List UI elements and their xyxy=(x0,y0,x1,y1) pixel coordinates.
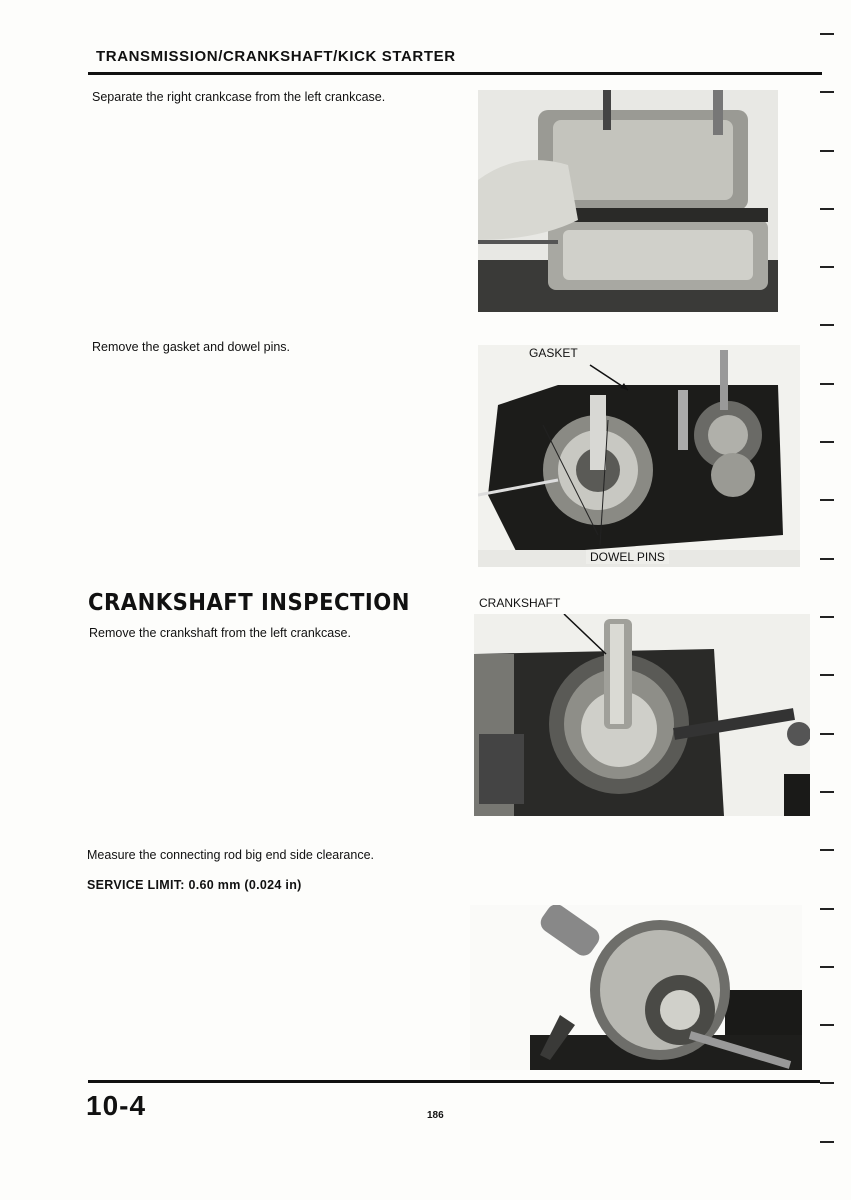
margin-mark xyxy=(820,674,834,676)
header-rule xyxy=(88,72,822,75)
margin-mark xyxy=(820,33,834,35)
margin-mark xyxy=(820,849,834,851)
step-2-text: Remove the gasket and dowel pins. xyxy=(92,340,291,354)
step-1-text: Separate the right crankcase from the left crankcase. xyxy=(92,90,386,104)
page-header-title: TRANSMISSION/CRANKSHAFT/KICK STARTER xyxy=(96,48,456,65)
margin-mark xyxy=(820,966,834,968)
figure-crankcase-separation xyxy=(478,90,778,312)
section-heading-crankshaft-inspection: CRANKSHAFT INSPECTION xyxy=(88,590,410,616)
margin-mark xyxy=(820,208,834,210)
measure-side-clearance-text: Measure the connecting rod big end side clearance. xyxy=(87,848,374,862)
margin-mark xyxy=(820,733,834,735)
figure-measure-side-clearance xyxy=(470,905,802,1070)
label-dowel-pins: DOWEL PINS xyxy=(586,550,669,564)
margin-mark xyxy=(820,441,834,443)
margin-mark xyxy=(820,616,834,618)
margin-mark xyxy=(820,558,834,560)
label-crankshaft: CRANKSHAFT xyxy=(479,596,561,610)
figure-gasket-dowel-pins xyxy=(478,345,800,567)
footer-rule xyxy=(88,1080,820,1083)
figure-crankshaft-removal xyxy=(474,614,810,816)
margin-mark xyxy=(820,383,834,385)
margin-mark xyxy=(820,324,834,326)
margin-mark xyxy=(820,1024,834,1026)
margin-mark xyxy=(820,1141,834,1143)
margin-mark xyxy=(820,499,834,501)
service-limit-spec: SERVICE LIMIT: 0.60 mm (0.024 in) xyxy=(87,878,302,892)
margin-mark xyxy=(820,791,834,793)
label-gasket: GASKET xyxy=(529,346,578,360)
margin-mark xyxy=(820,908,834,910)
margin-mark xyxy=(820,91,834,93)
page-number: 10-4 xyxy=(86,1090,147,1121)
margin-mark xyxy=(820,150,834,152)
sheet-number: 186 xyxy=(427,1110,444,1121)
margin-mark xyxy=(820,1082,834,1084)
margin-mark xyxy=(820,266,834,268)
crankshaft-removal-instruction: Remove the crankshaft from the left crankcase. xyxy=(89,626,351,640)
